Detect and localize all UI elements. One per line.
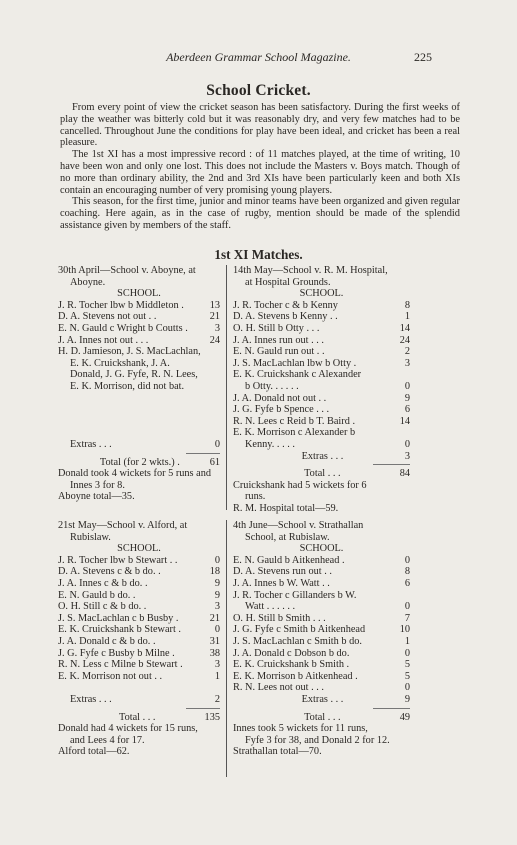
- batting-row: J. S. MacLachlan c Smith b do. 1: [233, 635, 410, 647]
- extras-row: Extras . . . 3: [301, 450, 410, 462]
- batting-row: J. G. Fyfe c Smith b Aitkenhead 10: [233, 624, 410, 636]
- batting-row: E. N. Gauld b Aitkenhead . 0: [233, 554, 410, 566]
- did-not-bat: E. K. Morrison, did not bat.: [70, 380, 185, 392]
- bowling-note: Innes 3 for 8.: [70, 479, 125, 491]
- match-heading: Aboyne.: [70, 276, 106, 288]
- match-heading: 30th April—School v. Aboyne, at: [58, 265, 196, 276]
- bowling-note: runs.: [245, 491, 266, 503]
- total-row: Total . . . 49: [304, 711, 410, 723]
- batting-row: E. K. Cruickshank b Smith . 5: [233, 659, 410, 671]
- batting-row: D. A. Stevens b Kenny . . 1: [233, 311, 410, 323]
- match-heading: Rubislaw.: [70, 531, 111, 543]
- batting-row: J. A. Donald c & b do. . 31: [58, 635, 220, 647]
- total-rule: [373, 708, 410, 709]
- batting-row: Kenny. . . . . 0: [245, 438, 410, 450]
- batting-row: J. A. Innes c & b do. . 9: [58, 577, 220, 589]
- bowling-note: Fyfe 3 for 38, and Donald 2 for 12.: [245, 734, 390, 746]
- intro-paragraph: This season, for the first time, junior and minor teams have been organized and given regular coaching. Here again, as in the case of rugby, mention should be made of the splendid assistance given by members of the staff.: [60, 196, 460, 231]
- batting-row: R. N. Lees c Reid b T. Baird . 14: [233, 415, 410, 427]
- column-divider: [226, 265, 227, 510]
- batting-row: E. N. Gauld c Wright b Coutts . 3: [58, 322, 220, 334]
- total-row: Total . . . 135: [119, 711, 220, 723]
- batting-row: J. R. Tocher c Gillanders b W.: [233, 589, 357, 601]
- did-not-bat: E. K. Cruickshank, J. A.: [70, 357, 170, 369]
- column-divider: [226, 520, 227, 777]
- opponent-total: R. M. Hospital total—59.: [233, 502, 339, 514]
- batting-row: J. R. Tocher c & b Kenny 8: [233, 299, 410, 311]
- team-name: SCHOOL.: [117, 288, 161, 300]
- batting-row: D. A. Stevens not out . . 21: [58, 311, 220, 323]
- batting-row: J. S. MacLachlan c b Busby . 21: [58, 612, 220, 624]
- intro-paragraph: From every point of view the cricket season has been satisfactory. During the first weeks of play the weather was bitterly cold but it was reasonably dry, and very few matches had to be cancelled. Throughout June the conditions for play have been ideal, and cricket has been a real pleasure.: [60, 102, 460, 149]
- extras-row: Extras . . . 2: [70, 693, 220, 705]
- opponent-total: Strathallan total—70.: [233, 746, 322, 758]
- team-name: SCHOOL.: [299, 543, 344, 555]
- opponent-total: Aboyne total—35.: [58, 491, 135, 503]
- total-row: Total . . . 84: [304, 468, 410, 480]
- bowling-note: Donald had 4 wickets for 15 runs,: [58, 723, 198, 735]
- batting-row: O. H. Still c & b do. . 3: [58, 601, 220, 613]
- batting-row: J. A. Innes run out . . . 24: [233, 334, 410, 346]
- match-heading: School, at Rubislaw.: [245, 531, 330, 543]
- batting-row: O. H. Still b Otty . . . 14: [233, 322, 410, 334]
- bowling-note: Innes took 5 wickets for 11 runs,: [233, 723, 368, 735]
- did-not-bat: H. D. Jamieson, J. S. MacLachlan,: [58, 346, 201, 358]
- batting-row: E. K. Cruickshank b Stewart . 0: [58, 624, 220, 636]
- running-title: Aberdeen Grammar School Magazine.: [166, 50, 351, 64]
- batting-row: J. A. Donald not out . . 9: [233, 392, 410, 404]
- match-heading: at Hospital Grounds.: [245, 276, 331, 288]
- match-heading: 4th June—School v. Strathallan: [233, 520, 364, 531]
- batting-row: Watt . . . . . . 0: [245, 601, 410, 613]
- batting-row: D. A. Stevens run out . . 8: [233, 566, 410, 578]
- batting-row: J. R. Tocher lbw b Stewart . . 0: [58, 554, 220, 566]
- batting-row: J. G. Fyfe b Spence . . . 6: [233, 404, 410, 416]
- bowling-note: Donald took 4 wickets for 5 runs and: [58, 468, 211, 480]
- total-rule: [373, 464, 410, 465]
- article-intro: [60, 102, 460, 232]
- batting-row: J. A. Donald c Dobson b do. 0: [233, 647, 410, 659]
- batting-row: J. G. Fyfe c Busby b Milne . 38: [58, 647, 220, 659]
- match-heading: 14th May—School v. R. M. Hospital,: [233, 265, 388, 276]
- batting-row: E. K. Morrison c Alexander b: [233, 427, 356, 439]
- batting-row: J. A. Innes not out . . . 24: [58, 334, 220, 346]
- article-title: School Cricket.: [206, 82, 311, 99]
- extras-row: Extras . . . 9: [301, 693, 410, 705]
- team-name: SCHOOL.: [299, 288, 344, 300]
- batting-row: E. K. Morrison not out . . 1: [58, 670, 220, 682]
- batting-row: b Otty. . . . . . 0: [245, 380, 410, 392]
- match-card: [58, 265, 220, 503]
- batting-row: E. N. Gauld run out . . 2: [233, 346, 410, 358]
- match-card: [233, 520, 410, 758]
- page-number: 225: [414, 50, 432, 64]
- batting-row: J. S. MacLachlan lbw b Otty . 3: [233, 357, 410, 369]
- batting-row: E. K. Morrison b Aitkenhead . 5: [233, 670, 410, 682]
- bowling-note: and Lees 4 for 17.: [70, 734, 145, 746]
- batting-row: E. K. Cruickshank c Alexander: [233, 369, 362, 381]
- batting-row: J. A. Innes b W. Watt . . 6: [233, 577, 410, 589]
- batting-row: R. N. Less c Milne b Stewart . 3: [58, 659, 220, 671]
- opponent-total: Alford total—62.: [58, 746, 130, 758]
- extras-row: Extras . . . 0: [70, 438, 220, 450]
- running-header: [0, 50, 517, 66]
- bowling-note: Cruickshank had 5 wickets for 6: [233, 479, 367, 491]
- batting-row: E. N. Gauld b do. . 9: [58, 589, 220, 601]
- batting-row: O. H. Still b Smith . . . 7: [233, 612, 410, 624]
- match-heading: 21st May—School v. Alford, at: [58, 520, 188, 531]
- batting-row: J. R. Tocher lbw b Middleton . 13: [58, 299, 220, 311]
- match-card: [233, 265, 410, 514]
- intro-paragraph: The 1st XI has a most impressive record : of 11 matches played, at the time of writing, 10 have been won and only one lost. This does not include the Masters v. Boys match. Though of no more than ordinary ability, the 2nd and 3rd XIs have been particularly keen and both XIs contain an encouraging number of very promising young players.: [60, 149, 460, 196]
- batting-row: D. A. Stevens c & b do. . 18: [58, 566, 220, 578]
- batting-row: R. N. Lees not out . . . 0: [233, 682, 410, 694]
- total-row: Total (for 2 wkts.) . 61: [99, 456, 220, 468]
- total-rule: [186, 708, 220, 709]
- total-rule: [186, 453, 220, 454]
- team-name: SCHOOL.: [117, 543, 161, 555]
- did-not-bat: Donald, J. G. Fyfe, R. N. Lees,: [70, 369, 198, 381]
- match-card: [58, 520, 220, 758]
- section-title: 1st XI Matches.: [214, 247, 303, 262]
